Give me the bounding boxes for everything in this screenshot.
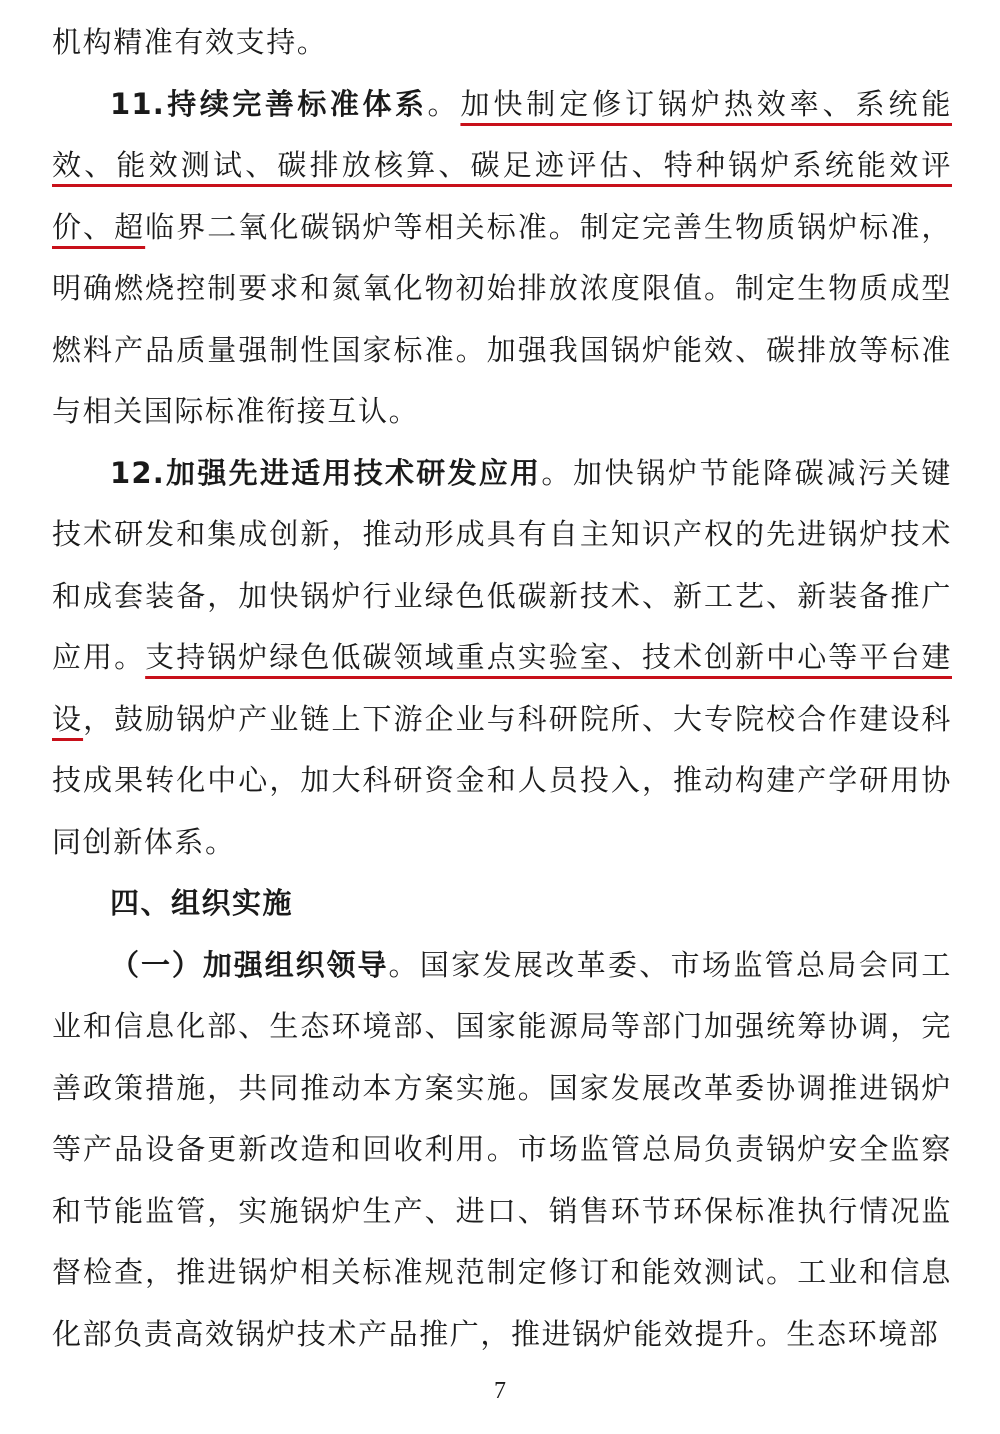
paragraph-12-title: 12.加强先进适用技术研发应用 <box>110 455 542 490</box>
paragraph-11-text: 临界二氧化碳锅炉等相关标准。制定完善生物质锅炉标准，明确燃烧控制要求和氮氧化物初始排放浓度限值。制定生物质成型燃料产品质量强制性国家标准。加强我国锅炉能效、碳排放等标准与相关国际标准衔接互认。 <box>52 209 952 428</box>
paragraph-12-text-1: 。加快锅炉节能降碳减污关键技术研发和集成创新，推动形成具有自主知识产权的先进锅炉技术和成套装备，加快锅炉行业绿色低碳新技术、新工艺、新装备推广应用。 <box>52 455 952 674</box>
paragraph-12-text-2: ，鼓励锅炉产业链上下游企业与科研院所、大专院校合作建设科技成果转化中心，加大科研资金和人员投入，推动构建产学研用协同创新体系。 <box>52 701 952 859</box>
paragraph-12 <box>52 443 952 874</box>
section-heading-organization: 四、组织实施 <box>110 886 294 920</box>
paragraph-11-underlined-text: 加快制定修订锅炉热效率、系统能效、能效测试、碳排放核算、碳足迹评估、特种锅炉系统能效评价、超 <box>52 86 952 244</box>
paragraph-11-title: 11.持续完善标准体系 <box>110 86 428 121</box>
paragraph-11 <box>52 74 952 443</box>
continuation-text: 机构精准有效支持。 <box>52 25 328 59</box>
paragraph-organization-title: （一）加强组织领导 <box>110 947 389 982</box>
paragraph-organization-leadership <box>52 935 952 1366</box>
paragraph-continuation <box>52 12 952 74</box>
paragraph-organization-text: 。国家发展改革委、市场监管总局会同工业和信息化部、生态环境部、国家能源局等部门加强统筹协调，完善政策措施，共同推动本方案实施。国家发展改革委协调推进锅炉等产品设备更新改造和回收利用。市场监管总局负责锅炉安全监察和节能监管，实施锅炉生产、进口、销售环节环保标准执行情况监督检查，推进锅炉相关标准规范制定修订和能效测试。工业和信息化部负责高效锅炉技术产品推广，推进锅炉能效提升。生态环境部 <box>52 947 952 1351</box>
document-page <box>52 12 952 1365</box>
page-number: 7 <box>494 1378 506 1404</box>
paragraph-11-separator: 。 <box>427 86 461 121</box>
paragraph-12-underlined-text: 支持锅炉绿色低碳领域重点实验室、技术创新中心等平台建设 <box>52 640 952 736</box>
